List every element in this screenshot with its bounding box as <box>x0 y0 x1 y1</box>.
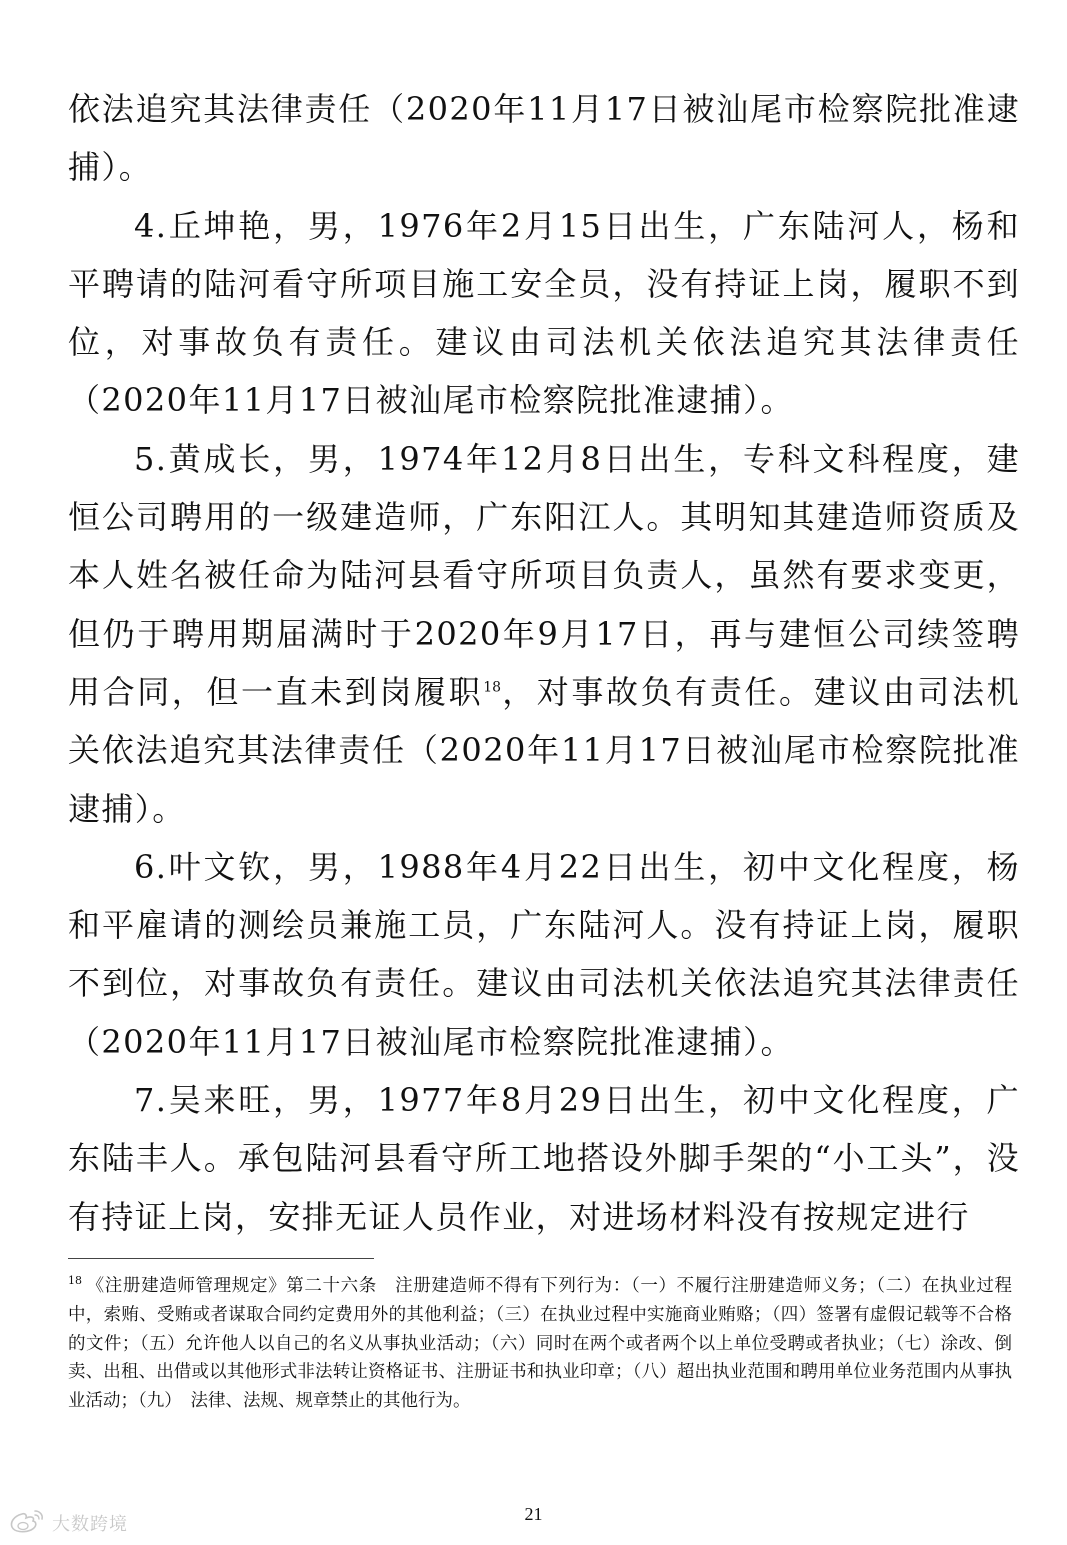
footnote-number: 18 <box>68 1274 82 1288</box>
paragraph-3-text-after: ，对事故负有责任。建议由司法机关依法追究其法律责任（2020年11月17日被汕尾市检察院批准逮捕）。 <box>68 672 1020 828</box>
paragraph-4 <box>68 838 1020 1071</box>
paragraph-2-text: 4.丘坤艳，男，1976年2月15日出生，广东陆河人，杨和平聘请的陆河看守所项目施工安全员，没有持证上岗，履职不到位，对事故负有责任。建议由司法机关依法追究其法律责任（2020年11月17日被汕尾市检察院批准逮捕）。 <box>68 206 1020 420</box>
paragraph-3 <box>68 430 1020 838</box>
paragraph-1 <box>68 80 1020 197</box>
paragraph-1-text: 依法追究其法律责任（2020年11月17日被汕尾市检察院批准逮捕）。 <box>68 90 1020 187</box>
body-text <box>68 80 1020 1246</box>
paragraph-5-text: 7.吴来旺，男，1977年8月29日出生，初中文化程度，广东陆丰人。承包陆河县看守所工地搭设外脚手架的“小工头”，没有持证上岗，安排无证人员作业，对进场材料没有按规定进行 <box>68 1081 1020 1236</box>
footnote-reference[interactable]: 18 <box>483 679 502 696</box>
watermark-text: 大数跨境 <box>52 1514 128 1535</box>
watermark <box>8 1508 128 1538</box>
footnote-text: 《注册建造师管理规定》第二十六条 注册建造师不得有下列行为：（一）不履行注册建造师义务；（二）在执业过程中，索贿、受贿或者谋取合同约定费用外的其他利益；（三）在执业过程中实施商业贿赂；（四）签署有虚假记载等不合格的文件；（五）允许他人以自己的名义从事执业活动；（六）同时在两个或者两个以上单位受聘或者执业；（七）涂改、倒卖、出租、出借或以其他形式非法转让资格证书、注册证书和执业印章；（八）超出执业范围和聘用单位业务范围内从事执业活动；（九） 法律、法规、规章禁止的其他行为。 <box>68 1276 1012 1412</box>
paragraph-3-text: 5.黄成长，男，1974年12月8日出生，专科文科程度，建恒公司聘用的一级建造师，广东阳江人。其明知其建造师资质及本人姓名被任命为陆河县看守所项目负责人，虽然有要求变更，但仍于聘用期届满时于2020年9月17日，再与建恒公司续签聘用合同，但一直未到岗履职 <box>68 439 1020 711</box>
weibo-logo-icon <box>8 1508 46 1538</box>
page-number: 21 <box>524 1504 543 1524</box>
paragraph-2 <box>68 197 1020 430</box>
paragraph-5 <box>68 1071 1020 1246</box>
footnote <box>68 1272 1012 1416</box>
paragraph-4-text: 6.叶文钦，男，1988年4月22日出生，初中文化程度，杨和平雇请的测绘员兼施工员，广东陆河人。没有持证上岗，履职不到位，对事故负有责任。建议由司法机关依法追究其法律责任（2020年11月17日被汕尾市检察院批准逮捕）。 <box>68 847 1020 1061</box>
footnote-separator <box>68 1258 374 1259</box>
